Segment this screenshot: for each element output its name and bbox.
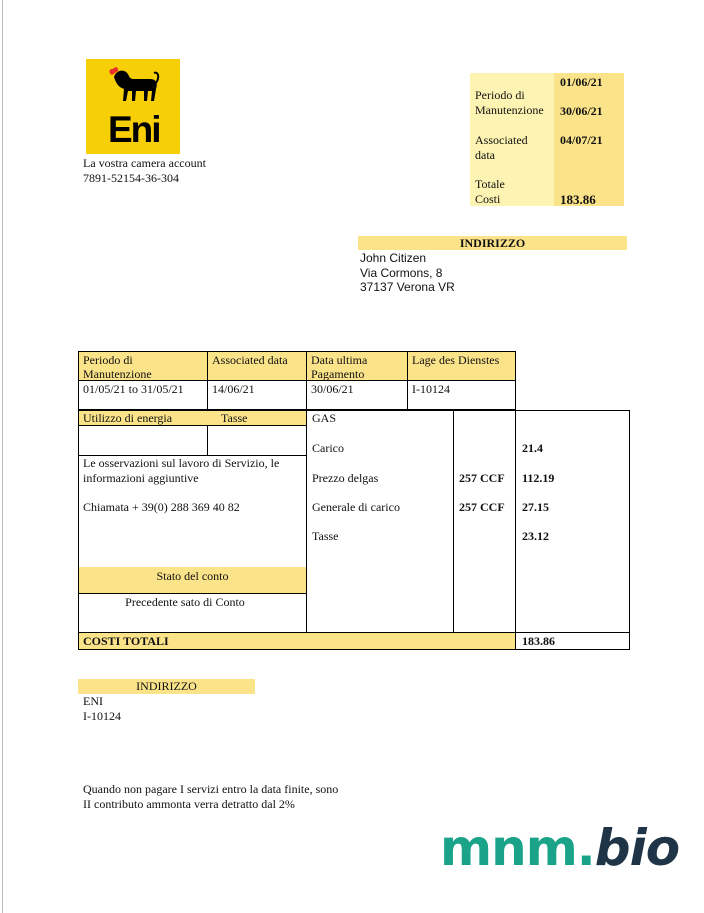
info-value-service-location: I-10124 — [407, 380, 516, 410]
charge-label: Tasse — [312, 529, 339, 543]
charge-amount: 27.15 — [522, 500, 549, 514]
charge-label: Generale di carico — [312, 500, 400, 514]
note-line: Quando non pagare I servizi entro la data finite, sono — [83, 782, 339, 796]
divider — [515, 410, 516, 633]
charge-qty: 257 CCF — [459, 500, 505, 514]
info-value-last-payment: 30/06/21 — [306, 380, 408, 410]
provider-address-header: INDIRIZZO — [78, 679, 255, 694]
address-line: Via Cormons, 8 — [360, 265, 443, 280]
summary-associated-label: Associated data — [475, 133, 528, 162]
address-line: John Citizen — [360, 251, 427, 265]
watermark-part: bio — [594, 819, 680, 877]
summary-period-end: 30/06/21 — [560, 104, 603, 118]
note-line: II contributo ammonta verra detratto dal 2% — [83, 797, 295, 811]
info-header-associated: Associated data — [207, 351, 307, 381]
six-legged-dog-icon — [106, 63, 160, 107]
charges-section-label: GAS — [312, 411, 337, 425]
payment-note — [83, 782, 338, 812]
eni-logo — [86, 59, 180, 154]
summary-period-label: Periodo di Manutenzione — [475, 88, 544, 117]
address-line: 37137 Verona VR — [360, 280, 455, 294]
address-header: INDIRIZZO — [358, 236, 627, 250]
info-header-last-payment: Data ultima Pagamento — [306, 351, 408, 381]
info-value-period: 01/05/21 to 31/05/21 — [78, 380, 208, 410]
account-block — [83, 156, 206, 186]
logo-wordmark: Eni — [108, 109, 160, 150]
previous-state-label: Precedente sato di Conto — [125, 595, 245, 609]
tax-label: Tasse — [221, 411, 248, 425]
summary-total-value: 183.86 — [560, 192, 596, 207]
charge-label: Prezzo delgas — [312, 471, 379, 485]
account-state-label: Stato del conto — [156, 569, 229, 583]
watermark-logo — [440, 818, 679, 878]
customer-address — [360, 251, 455, 295]
phone-text: Chiamata + 39(0) 288 369 40 82 — [83, 500, 240, 514]
totals-value: 183.86 — [522, 634, 555, 648]
provider-address — [83, 694, 121, 724]
info-header-period: Periodo di Manutenzione — [78, 351, 208, 381]
divider — [453, 410, 454, 633]
watermark-part: mnm. — [440, 819, 595, 877]
divider — [207, 425, 208, 455]
divider — [306, 410, 307, 633]
address-line: I-10124 — [83, 709, 121, 723]
info-value-associated: 14/06/21 — [207, 380, 307, 410]
summary-total-label: Totale Costi — [475, 177, 505, 206]
address-line: ENI — [83, 694, 103, 708]
charge-amount: 112.19 — [522, 471, 555, 485]
summary-associated-date: 04/07/21 — [560, 133, 603, 147]
observations-text: Le osservazioni sul lavoro di Servizio, le informazioni aggiuntive — [83, 456, 280, 485]
charge-qty: 257 CCF — [459, 471, 505, 485]
divider — [78, 425, 307, 426]
divider — [78, 593, 307, 594]
page-edge — [2, 0, 3, 913]
charge-amount: 23.12 — [522, 529, 549, 543]
account-label: La vostra camera account — [83, 156, 206, 170]
info-header-service-location: Lage des Dienstes — [407, 351, 516, 381]
charge-amount: 21.4 — [522, 441, 543, 455]
totals-label: COSTI TOTALI — [83, 634, 169, 648]
energy-usage-label: Utilizzo di energia — [83, 411, 173, 425]
summary-period-start: 01/06/21 — [560, 75, 603, 89]
charge-label: Carico — [312, 441, 344, 455]
account-number: 7891-52154-36-304 — [83, 171, 179, 185]
